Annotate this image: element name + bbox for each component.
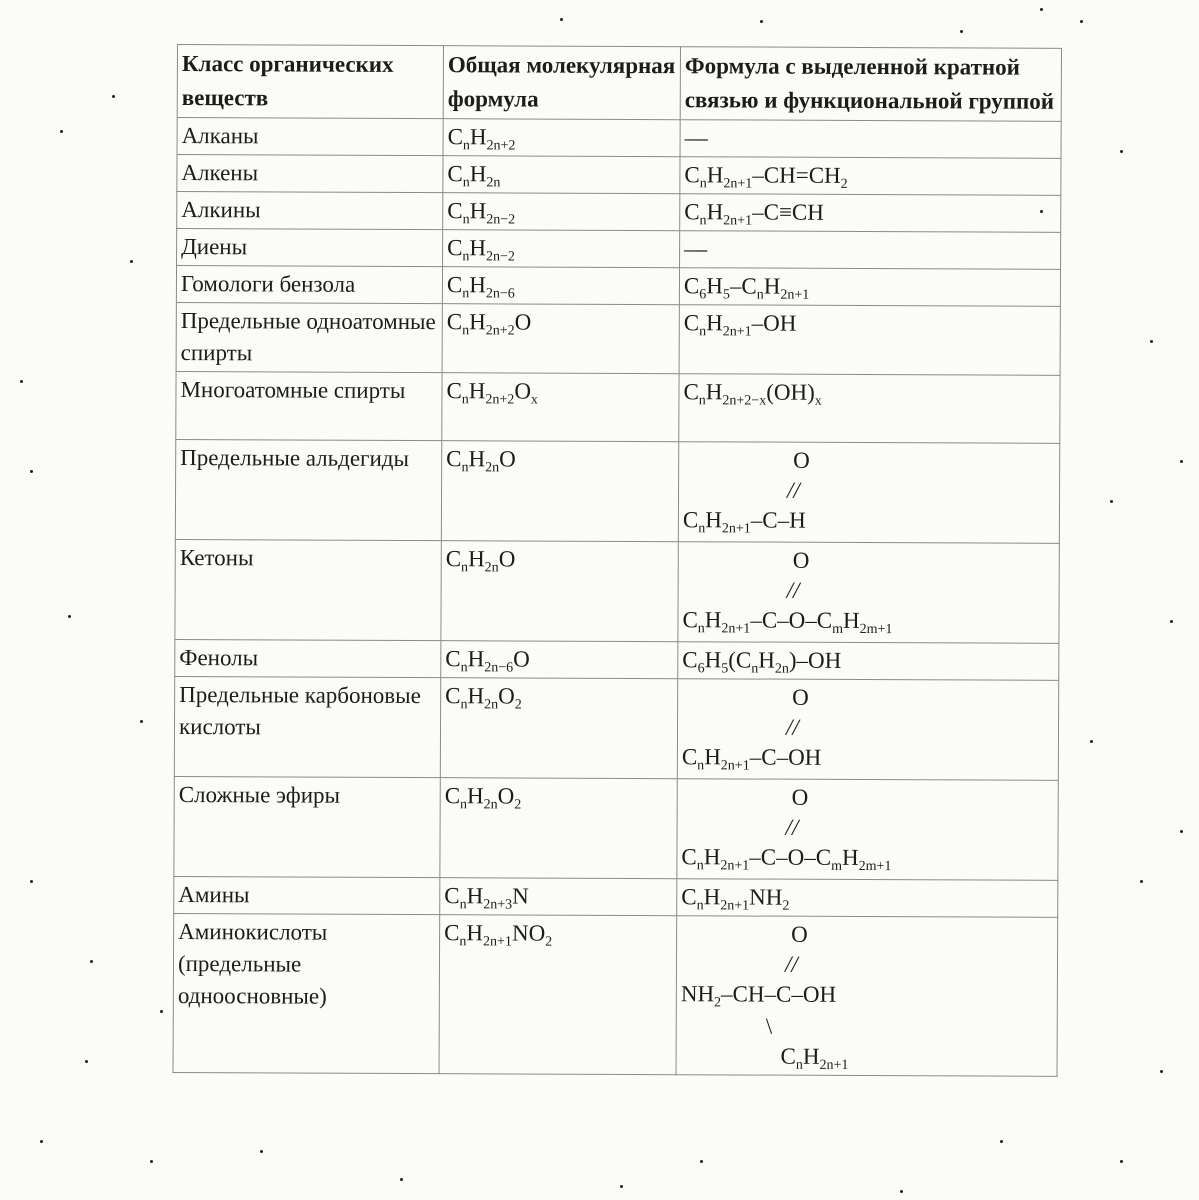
scan-speck xyxy=(1000,1140,1003,1143)
double-bond: // xyxy=(786,577,800,603)
table-body xyxy=(173,118,1061,1077)
scan-speck xyxy=(260,1150,263,1153)
double-bond: // xyxy=(785,714,799,740)
scan-speck xyxy=(760,20,763,23)
scan-speck xyxy=(130,260,133,263)
header-general-formula: Общая молекулярная формула xyxy=(443,46,680,120)
scan-speck xyxy=(960,30,963,33)
structural-formula xyxy=(681,918,1054,1074)
carbonyl-oxygen: O xyxy=(793,447,810,473)
class-cell: Сложные эфиры xyxy=(174,776,440,877)
branch-bond: \ xyxy=(765,1013,773,1039)
scan-speck xyxy=(1180,460,1183,463)
scan-speck xyxy=(1120,1160,1123,1163)
table-row xyxy=(175,539,1059,643)
general-formula-cell: $C_nH_{2n+1}NO_2$ xyxy=(439,915,677,1075)
general-formula-cell: $C_nH_{2n+2}O_x$ xyxy=(442,373,679,442)
structural-formula xyxy=(683,444,1055,538)
functional-formula-cell: $C_6H_5(C_nH_{2n})-OH$ xyxy=(678,642,1059,681)
table-row xyxy=(174,776,1058,880)
scan-speck xyxy=(620,1185,623,1188)
scan-speck xyxy=(68,615,71,618)
table-row xyxy=(176,371,1060,443)
scan-speck xyxy=(560,18,563,21)
scan-speck xyxy=(20,380,23,383)
scan-speck xyxy=(1040,8,1043,11)
scan-speck xyxy=(1090,740,1093,743)
scan-speck xyxy=(85,1060,88,1063)
functional-formula-cell xyxy=(678,442,1059,544)
general-formula-cell: $C_nH_{2n}$ xyxy=(443,156,680,194)
scan-speck xyxy=(1150,340,1153,343)
scan-speck xyxy=(1120,150,1123,153)
scan-speck xyxy=(1170,620,1173,623)
functional-formula-cell: $C_nH_{2n+1}NH_2$ xyxy=(677,879,1058,918)
functional-formula-cell xyxy=(676,916,1058,1077)
functional-formula-cell: $C_nH_{2n+1}-OH$ xyxy=(679,305,1060,376)
functional-formula-cell: $C_nH_{2n+1}-CH=CH_2$ xyxy=(680,157,1061,196)
carbonyl-oxygen: O xyxy=(792,547,810,573)
class-cell: Кетоны xyxy=(175,539,441,640)
functional-formula-cell xyxy=(677,779,1058,881)
general-formula-cell: $C_nH_{2n}O_2$ xyxy=(440,778,677,879)
class-cell: Амины xyxy=(174,876,440,914)
class-cell: Многоатомные спирты xyxy=(176,371,442,440)
general-formula-cell: $C_nH_{2n+3}N$ xyxy=(440,878,677,916)
general-formula-cell: $C_nH_{2n-2}$ xyxy=(443,193,680,231)
scan-speck xyxy=(1160,1070,1163,1073)
functional-formula-cell: $C_6H_5-C_nH_{2n+1}$ xyxy=(679,268,1060,307)
main-chain: $C_nH_{2n+1}-C-OH$ xyxy=(681,744,822,774)
carbonyl-oxygen: O xyxy=(792,684,809,710)
carbonyl-oxygen: O xyxy=(791,784,809,810)
scan-speck xyxy=(400,1178,403,1181)
main-chain: $C_nH_{2n+1}-C-O-C_mH_{2m+1}$ xyxy=(681,844,892,875)
scan-speck xyxy=(1110,500,1113,503)
table-row xyxy=(176,266,1060,307)
scan-speck xyxy=(900,1190,903,1193)
table-row xyxy=(174,876,1058,917)
scan-speck xyxy=(1080,20,1083,23)
class-cell: Диены xyxy=(177,229,443,267)
class-cell: Алканы xyxy=(177,118,443,156)
functional-formula-cell: — xyxy=(680,120,1061,159)
table-row xyxy=(176,302,1060,375)
main-chain: $NH_2-CH-C-OH$ xyxy=(680,981,837,1011)
table-row xyxy=(175,639,1059,680)
scan-speck xyxy=(30,880,33,883)
header-row xyxy=(177,45,1061,122)
scan-speck xyxy=(60,130,63,133)
double-bond: // xyxy=(785,814,799,840)
class-cell: Предельные альдегиды xyxy=(175,439,441,540)
class-cell: Предельные одноатомные спирты xyxy=(176,302,442,372)
class-cell: Гомологи бензола xyxy=(176,266,442,304)
scan-speck xyxy=(112,95,115,98)
table-row xyxy=(174,676,1058,780)
scan-speck xyxy=(150,1160,153,1163)
class-cell: Алкины xyxy=(177,192,443,230)
structural-formula xyxy=(682,681,1054,775)
organic-classes-table xyxy=(173,44,1062,1077)
scan-speck xyxy=(40,1140,43,1143)
class-cell: Предельные карбоновые кислоты xyxy=(174,676,440,777)
double-bond: // xyxy=(784,951,798,977)
scan-speck xyxy=(160,1010,163,1013)
table-row xyxy=(177,155,1061,196)
functional-formula-cell: $C_nH_{2n+1}-C\equiv CH$ xyxy=(680,194,1061,233)
scan-speck xyxy=(700,1160,703,1163)
functional-formula-cell xyxy=(678,542,1059,644)
general-formula-cell: $C_nH_{2n-6}$ xyxy=(442,267,679,305)
class-cell: Аминокислоты (предельные одноосновные) xyxy=(173,913,440,1073)
table-row xyxy=(173,913,1058,1076)
structural-formula xyxy=(681,781,1053,875)
functional-formula-cell: $C_nH_{2n+2-x}(OH)_x$ xyxy=(679,374,1060,444)
double-bond: // xyxy=(787,477,800,503)
header-functional-formula: Формула с выделенной кратной связью и функциональной группой xyxy=(680,47,1061,122)
scan-speck xyxy=(140,720,143,723)
functional-formula-cell: — xyxy=(680,231,1061,270)
general-formula-cell: $C_nH_{2n-2}$ xyxy=(443,230,680,268)
scan-speck xyxy=(1040,210,1043,213)
class-cell: Фенолы xyxy=(175,639,441,677)
table-row xyxy=(177,118,1061,159)
general-formula-cell: $C_nH_{2n}O_2$ xyxy=(440,678,677,779)
general-formula-cell: $C_nH_{2n+2}$ xyxy=(443,119,680,157)
main-chain: $C_nH_{2n+1}-C-H$ xyxy=(682,507,806,537)
main-chain: $C_nH_{2n+1}-C-O-C_mH_{2m+1}$ xyxy=(682,607,893,638)
scan-speck xyxy=(1180,830,1183,833)
carbonyl-oxygen: O xyxy=(791,921,808,947)
table-row xyxy=(177,229,1061,270)
scan-speck xyxy=(1140,880,1143,883)
general-formula-cell: $C_nH_{2n}O$ xyxy=(441,541,678,642)
table-row xyxy=(175,439,1059,543)
general-formula-cell: $C_nH_{2n-6}O$ xyxy=(441,641,678,679)
radical: $C_nH_{2n+1}$ xyxy=(780,1043,849,1073)
scan-speck xyxy=(90,960,93,963)
functional-formula-cell xyxy=(677,679,1058,781)
general-formula-cell: $C_nH_{2n+2}O$ xyxy=(442,304,679,374)
structural-formula xyxy=(682,544,1054,638)
table-row xyxy=(177,192,1061,233)
header-class: Класс органических веществ xyxy=(177,45,443,119)
scan-speck xyxy=(30,470,33,473)
general-formula-cell: $C_nH_{2n}O$ xyxy=(441,441,678,542)
class-cell: Алкены xyxy=(177,155,443,193)
